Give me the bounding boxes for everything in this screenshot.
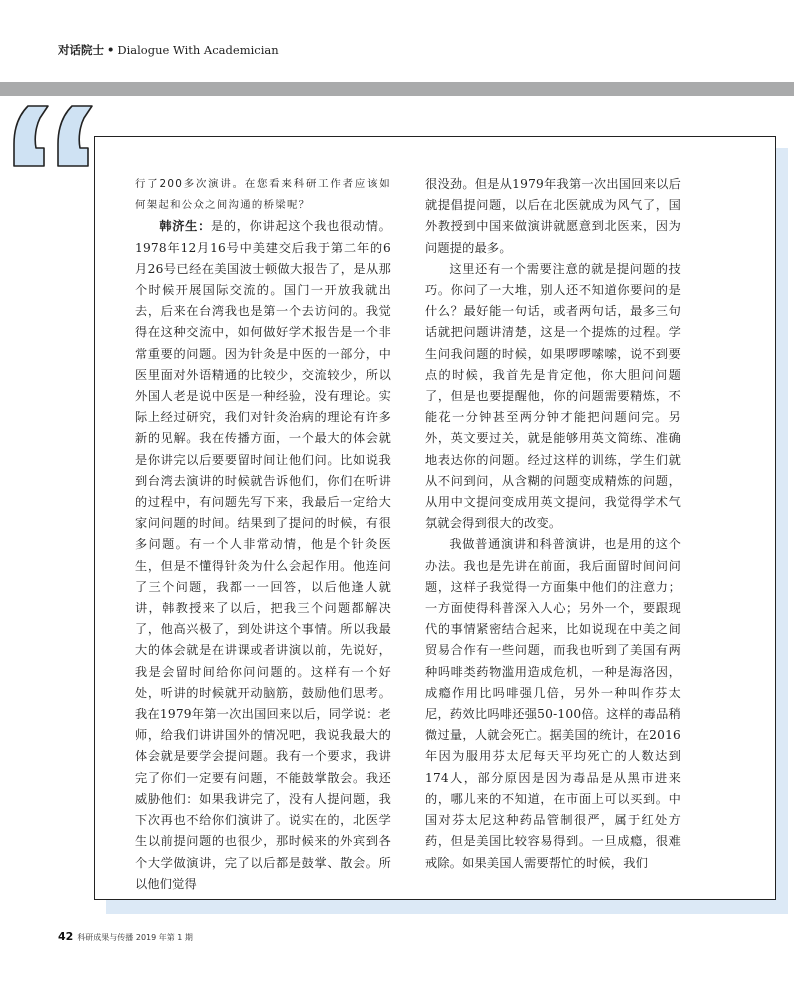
quote-mark-icon (6, 98, 101, 174)
speaker-name: 韩济生： (159, 219, 211, 234)
right-column (425, 174, 681, 874)
quote-glyph-right (58, 106, 92, 166)
interview-question: 行了200多次演讲。在您看来科研工作者应该如何架起和公众之间沟通的桥梁呢？ (135, 178, 391, 212)
running-header (58, 42, 279, 58)
section-title-cn: 对话院士 (58, 43, 104, 57)
answer-paragraph (135, 216, 391, 895)
page-number: 42 (58, 930, 74, 943)
paragraph-popular-science: 我做普通演讲和科普演讲，也是用的这个办法。我也是先讲在前面，我后面留时间问问题，这样子我觉得一方面集中他们的注意力；一方面使得科普深入人心；另外一个，要跟现代的事情紧密结合起来，比如说现在中美之间贸易合作有一些问题，而我也听到了美国有两种吗啡类药物滥用造成危机，一种是海洛因，成瘾作用比吗啡强几倍，另外一种叫作芬太尼，药效比吗啡还强50-100倍。这样的毒品稍微过量，人就会死亡。据美国的统计，在2016年因为服用芬太尼每天平均死亡的人数达到174人，部分原因是因为毒品是从黑市进来的，哪儿来的不知道，在市面上可以买到。中国对芬太尼这种药品管制很严，属于红处方药，但是美国比较容易得到。一旦成瘾，很难戒除。如果美国人需要帮忙的时候，我们 (425, 537, 681, 870)
left-column (135, 174, 391, 895)
header-band (0, 82, 794, 96)
section-title-en: Dialogue With Academician (117, 43, 279, 57)
page-footer (58, 930, 193, 943)
paragraph-questioning-skills: 这里还有一个需要注意的就是提问题的技巧。你问了一大堆，别人还不知道你要问的是什么？最好能一句话，或者两句话，最多三句话就把问题讲清楚，这是一个提炼的过程。学生问我问题的时候，如果啰啰嗦嗦，说不到要点的时候，我首先是肯定他，你大胆问问题了，但是也要提醒他，你的问题需要精炼，不能花一分钟甚至两分钟才能把问题问完。另外，英文要过关，就是能够用英文简练、准确地表达你的问题。经过这样的训练，学生们就从不问到问，从含糊的问题变成精炼的问题，从用中文提问变成用英文提问，我觉得学术气氛就会得到很大的改变。 (425, 261, 681, 531)
paragraph-continuation: 很没劲。但是从1979年我第一次出国回来以后就提倡提问题，以后在北医就成为风气了，国外教授到中国来做演讲就愿意到北医来，因为问题提的最多。 (425, 177, 681, 255)
quote-glyph-left (14, 106, 48, 166)
answer-text: 是的，你讲起这个我也很动情。1978年12月16号中美建交后我于第二年的6月26号已经在美国波士顿做大报告了，是从那个时候开展国际交流的。国门一开放我就出去，后来在台湾我也是第一个去访问的。我觉得在这种交流中，如何做好学术报告是一个非常重要的问题。因为针灸是中医的一部分，中医里面对外语精通的比较少，交流较少，所以外国人老是说中医是一种经验，没有理论。实际上经过研究，我们对针灸治病的理论有许多新的见解。我在传播方面，一个最大的体会就是你讲完以后要要留时间让他们问。比如说我到台湾去演讲的时候就告诉他们，你们在听讲的过程中，有问题先写下来，我最后一定给大家问问题的时间。结果到了提问的时候，有很多问题。有一个人非常动情，他是个针灸医生，但是不懂得针灸为什么会起作用。他连问了三个问题，我都一一回答，以后他逢人就讲，韩教授来了以后，把我三个问题都解决了，他高兴极了，到处讲这个事情。所以我最大的体会就是在讲课或者讲演以前，先说好，我是会留时间给你问问题的。这样有一个好处，听讲的时候就开动脑筋，鼓励他们思考。我在1979年第一次出国回来以后，同学说：老师，给我们讲讲国外的情况吧，我说我最大的体会就是要学会提问题。我有一个要求，我讲完了你们一定要有问题，不能鼓掌散会。我还威胁他们：如果我讲完了，没有人提问题，我下次再也不给你们演讲了。说实在的，北医学生以前提问题的也很少，那时候来的外宾到各个大学做演讲，完了以后都是鼓掌、散会。所以他们觉得 (135, 219, 391, 891)
header-separator: • (107, 43, 115, 57)
journal-issue: 科研成果与传播 2019 年第 1 期 (77, 933, 193, 942)
